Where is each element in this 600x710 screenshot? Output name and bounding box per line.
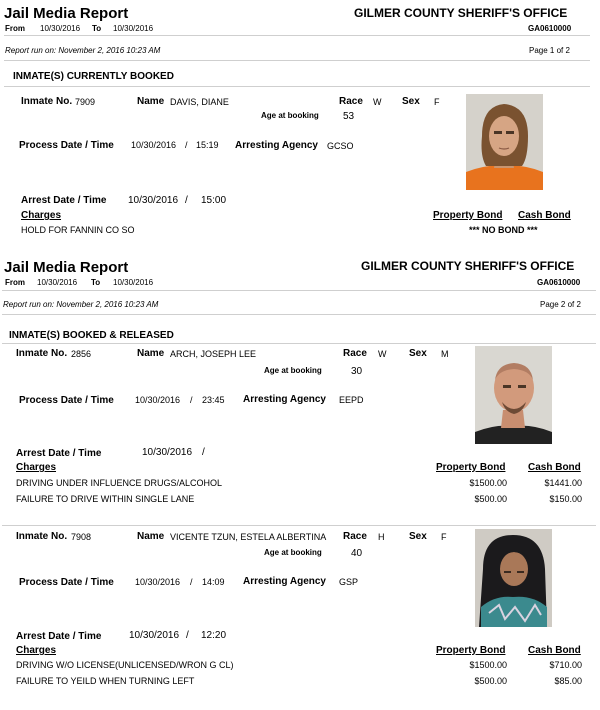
sex-label: Sex bbox=[409, 348, 427, 359]
page-number: Page 2 of 2 bbox=[540, 300, 581, 309]
arrest-sep: / bbox=[202, 447, 205, 458]
arresting-agency: GSP bbox=[339, 577, 359, 587]
property-bond-amount: $500.00 bbox=[474, 494, 507, 504]
charge-description: DRIVING W/O LICENSE(UNLICENSED/WRON G CL) bbox=[16, 660, 234, 670]
header-rule bbox=[2, 290, 596, 291]
arresting-agency-label: Arresting Agency bbox=[243, 394, 326, 405]
name-label: Name bbox=[137, 531, 165, 542]
arresting-agency: GCSO bbox=[327, 141, 354, 151]
inmate-no-label: Inmate No. bbox=[16, 348, 68, 359]
arrest-label: Arrest Date / Time bbox=[21, 195, 107, 206]
section-rule bbox=[2, 343, 596, 344]
sex-value: F bbox=[441, 532, 447, 542]
section-title: INMATE(S) CURRENTLY BOOKED bbox=[13, 71, 174, 82]
property-bond-header: Property Bond bbox=[436, 645, 506, 656]
to-label: To bbox=[91, 278, 101, 287]
arrest-label: Arrest Date / Time bbox=[16, 448, 102, 459]
age-value: 40 bbox=[351, 548, 363, 559]
arrest-label: Arrest Date / Time bbox=[16, 631, 102, 642]
from-label: From bbox=[5, 24, 25, 33]
section-title: INMATE(S) BOOKED & RELEASED bbox=[9, 330, 174, 341]
no-bond-text: *** NO BOND *** bbox=[469, 225, 538, 235]
process-sep: / bbox=[190, 577, 193, 587]
arresting-agency-label: Arresting Agency bbox=[243, 576, 326, 587]
cash-bond-header: Cash Bond bbox=[528, 645, 581, 656]
sex-label: Sex bbox=[409, 531, 427, 542]
report-run-on: Report run on: November 2, 2016 10:23 AM bbox=[3, 300, 159, 309]
process-label: Process Date / Time bbox=[19, 395, 114, 406]
charge-description: DRIVING UNDER INFLUENCE DRUGS/ALCOHOL bbox=[16, 478, 223, 488]
process-time: 14:09 bbox=[202, 577, 225, 587]
agency-name: GILMER COUNTY SHERIFF'S OFFICE bbox=[361, 259, 575, 273]
cash-bond-amount: $150.00 bbox=[549, 494, 582, 504]
arrest-sep: / bbox=[186, 630, 189, 641]
record-divider bbox=[2, 525, 596, 526]
booking-photo-davis bbox=[466, 94, 543, 190]
report-title: Jail Media Report bbox=[4, 5, 129, 22]
inmate-name: ARCH, JOSEPH LEE bbox=[170, 349, 257, 359]
charge-description: FAILURE TO DRIVE WITHIN SINGLE LANE bbox=[16, 494, 195, 504]
race-value: H bbox=[378, 532, 385, 542]
cash-bond-header: Cash Bond bbox=[528, 462, 581, 473]
section-rule bbox=[2, 314, 596, 315]
arresting-agency-label: Arresting Agency bbox=[235, 140, 318, 151]
cash-bond-amount: $1441.00 bbox=[544, 478, 582, 488]
race-value: W bbox=[378, 349, 387, 359]
property-bond-header: Property Bond bbox=[433, 210, 503, 221]
from-date: 10/30/2016 bbox=[40, 24, 81, 33]
agency-name: GILMER COUNTY SHERIFF'S OFFICE bbox=[354, 6, 568, 20]
process-date: 10/30/2016 bbox=[135, 395, 181, 405]
booking-photo-arch bbox=[475, 346, 552, 444]
arrest-sep: / bbox=[185, 195, 188, 206]
agency-id: GA0610000 bbox=[537, 278, 581, 287]
inmate-no-label: Inmate No. bbox=[21, 96, 73, 107]
arrest-time: 12:20 bbox=[201, 630, 227, 641]
name-label: Name bbox=[137, 348, 165, 359]
section-rule bbox=[4, 86, 590, 87]
arrest-date: 10/30/2016 bbox=[129, 630, 180, 641]
report-run-on: Report run on: November 2, 2016 10:23 AM bbox=[5, 46, 161, 55]
from-date: 10/30/2016 bbox=[37, 278, 78, 287]
inmate-no: 7909 bbox=[75, 97, 96, 107]
charges-header: Charges bbox=[16, 645, 57, 656]
property-bond-amount: $1500.00 bbox=[469, 478, 507, 488]
property-bond-amount: $500.00 bbox=[474, 676, 507, 686]
charges-header: Charges bbox=[16, 462, 57, 473]
race-label: Race bbox=[343, 348, 367, 359]
booking-photo-vicente bbox=[475, 529, 552, 627]
race-label: Race bbox=[343, 531, 367, 542]
sex-value: F bbox=[434, 97, 440, 107]
process-time: 15:19 bbox=[196, 140, 219, 150]
charge-description: HOLD FOR FANNIN CO SO bbox=[21, 225, 135, 235]
charge-description: FAILURE TO YEILD WHEN TURNING LEFT bbox=[16, 676, 195, 686]
arrest-date: 10/30/2016 bbox=[128, 195, 179, 206]
age-value: 53 bbox=[343, 111, 355, 122]
to-date: 10/30/2016 bbox=[113, 24, 154, 33]
age-label: Age at booking bbox=[264, 548, 322, 557]
to-date: 10/30/2016 bbox=[113, 278, 154, 287]
age-label: Age at booking bbox=[261, 111, 319, 120]
arrest-date: 10/30/2016 bbox=[142, 447, 193, 458]
arresting-agency: EEPD bbox=[339, 395, 364, 405]
cash-bond-amount: $85.00 bbox=[554, 676, 582, 686]
from-label: From bbox=[5, 278, 25, 287]
arrest-time: 15:00 bbox=[201, 195, 227, 206]
section-rule bbox=[4, 60, 590, 61]
process-date: 10/30/2016 bbox=[135, 577, 181, 587]
age-value: 30 bbox=[351, 366, 363, 377]
inmate-no: 7908 bbox=[71, 532, 92, 542]
inmate-no-label: Inmate No. bbox=[16, 531, 68, 542]
process-time: 23:45 bbox=[202, 395, 225, 405]
cash-bond-amount: $710.00 bbox=[549, 660, 582, 670]
process-label: Process Date / Time bbox=[19, 140, 114, 151]
header-rule bbox=[4, 35, 590, 36]
report-title: Jail Media Report bbox=[4, 259, 129, 276]
race-label: Race bbox=[339, 96, 363, 107]
inmate-no: 2856 bbox=[71, 349, 92, 359]
cash-bond-header: Cash Bond bbox=[518, 210, 571, 221]
to-label: To bbox=[92, 24, 102, 33]
sex-value: M bbox=[441, 349, 449, 359]
process-sep: / bbox=[185, 140, 188, 150]
property-bond-header: Property Bond bbox=[436, 462, 506, 473]
charges-header: Charges bbox=[21, 210, 62, 221]
process-label: Process Date / Time bbox=[19, 577, 114, 588]
process-sep: / bbox=[190, 395, 193, 405]
age-label: Age at booking bbox=[264, 366, 322, 375]
process-date: 10/30/2016 bbox=[131, 140, 177, 150]
page-number: Page 1 of 2 bbox=[529, 46, 570, 55]
race-value: W bbox=[373, 97, 382, 107]
inmate-name: DAVIS, DIANE bbox=[170, 97, 229, 107]
property-bond-amount: $1500.00 bbox=[469, 660, 507, 670]
agency-id: GA0610000 bbox=[528, 24, 572, 33]
sex-label: Sex bbox=[402, 96, 420, 107]
name-label: Name bbox=[137, 96, 165, 107]
inmate-name: VICENTE TZUN, ESTELA ALBERTINA bbox=[170, 532, 327, 542]
